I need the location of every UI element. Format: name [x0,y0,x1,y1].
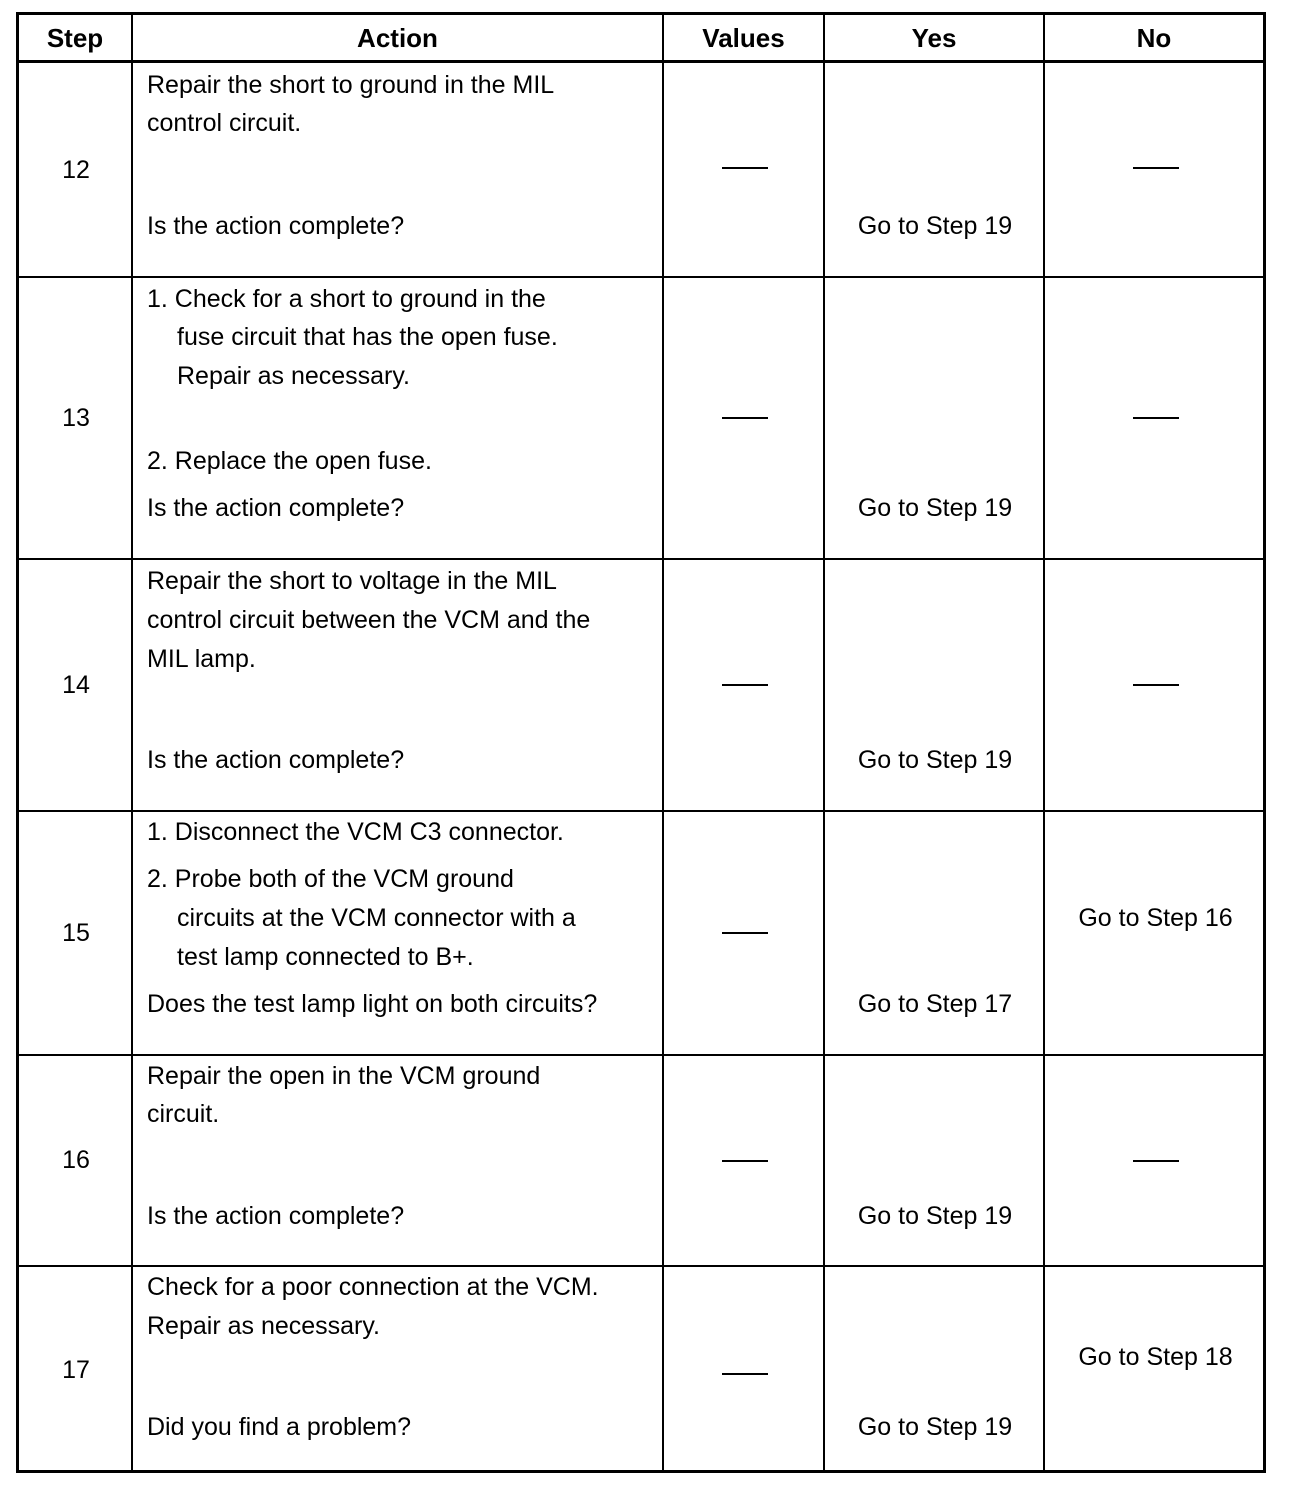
empty-dash [1133,417,1179,419]
action-cell [147,63,667,277]
action-line: circuits at the VCM connector with a [177,904,576,932]
values-cell [665,278,825,558]
action-line: Repair as necessary. [147,1312,380,1340]
action-line: Check for a poor connection at the VCM. [147,1273,599,1301]
empty-dash [722,417,768,419]
values-cell [665,63,825,277]
yes-cell [825,1056,1045,1265]
step-number: 14 [62,670,90,699]
header-no: No [1136,22,1172,53]
no-target: Go to Step 18 [1078,1343,1233,1371]
action-cell [147,560,667,810]
values-cell [665,560,825,810]
action-cell [147,812,667,1054]
action-line: 2. Replace the open fuse. [147,447,432,475]
action-line: MIL lamp. [147,645,256,673]
empty-dash [722,1373,768,1375]
table-row [19,1056,1263,1265]
yes-target: Go to Step 19 [857,1413,1013,1441]
table-row [19,63,1263,277]
step-number: 13 [62,403,90,432]
table-row [19,812,1263,1054]
yes-target: Go to Step 19 [857,494,1013,522]
empty-dash [722,684,768,686]
action-question: Is the action complete? [147,494,405,522]
step-number: 17 [62,1355,90,1384]
action-line: Repair as necessary. [177,362,410,390]
no-cell [1045,1056,1266,1265]
table-row [19,1267,1263,1473]
action-line: 2. Probe both of the VCM ground [147,865,514,893]
header-step: Step [46,22,104,53]
no-cell [1045,1267,1266,1473]
yes-cell [825,1267,1045,1473]
yes-cell [825,560,1045,810]
action-line: circuit. [147,1100,220,1128]
yes-target: Go to Step 19 [857,212,1013,240]
table-row [19,560,1263,810]
no-cell [1045,812,1266,1054]
action-cell [147,1056,667,1265]
yes-cell [825,278,1045,558]
action-line: 1. Check for a short to ground in the [147,285,546,313]
yes-target: Go to Step 19 [857,1202,1013,1230]
empty-dash [1133,1160,1179,1162]
action-line: 1. Disconnect the VCM C3 connector. [147,818,564,846]
action-question: Does the test lamp light on both circuits? [147,990,598,1018]
table-row [19,278,1263,558]
empty-dash [1133,167,1179,169]
action-line: Repair the short to voltage in the MIL [147,567,557,595]
action-line: test lamp connected to B+. [177,943,474,971]
action-cell [147,278,667,558]
step-number: 15 [62,918,90,947]
header-values: Values [702,22,785,53]
diagnostic-table [16,12,1266,1473]
yes-target: Go to Step 17 [857,990,1013,1018]
action-cell [147,1267,667,1473]
yes-cell [825,812,1045,1054]
action-line: fuse circuit that has the open fuse. [177,323,558,351]
action-line: control circuit. [147,109,302,137]
yes-target: Go to Step 19 [857,746,1013,774]
action-question: Is the action complete? [147,746,405,774]
action-line: control circuit between the VCM and the [147,606,591,634]
no-cell [1045,560,1266,810]
header-action: Action [357,22,438,53]
action-line: Repair the open in the VCM ground [147,1062,541,1090]
step-number: 12 [62,155,90,184]
action-question: Is the action complete? [147,212,405,240]
empty-dash [722,1160,768,1162]
header-yes: Yes [911,22,957,53]
values-cell [665,812,825,1054]
empty-dash [1133,684,1179,686]
empty-dash [722,167,768,169]
empty-dash [722,932,768,934]
action-question: Is the action complete? [147,1202,405,1230]
step-number: 16 [62,1146,90,1174]
no-target: Go to Step 16 [1078,904,1233,932]
action-line: Repair the short to ground in the MIL [147,71,555,99]
values-cell [665,1056,825,1265]
yes-cell [825,63,1045,277]
values-cell [665,1267,825,1473]
no-cell [1045,63,1266,277]
action-question: Did you find a problem? [147,1413,412,1441]
no-cell [1045,278,1266,558]
